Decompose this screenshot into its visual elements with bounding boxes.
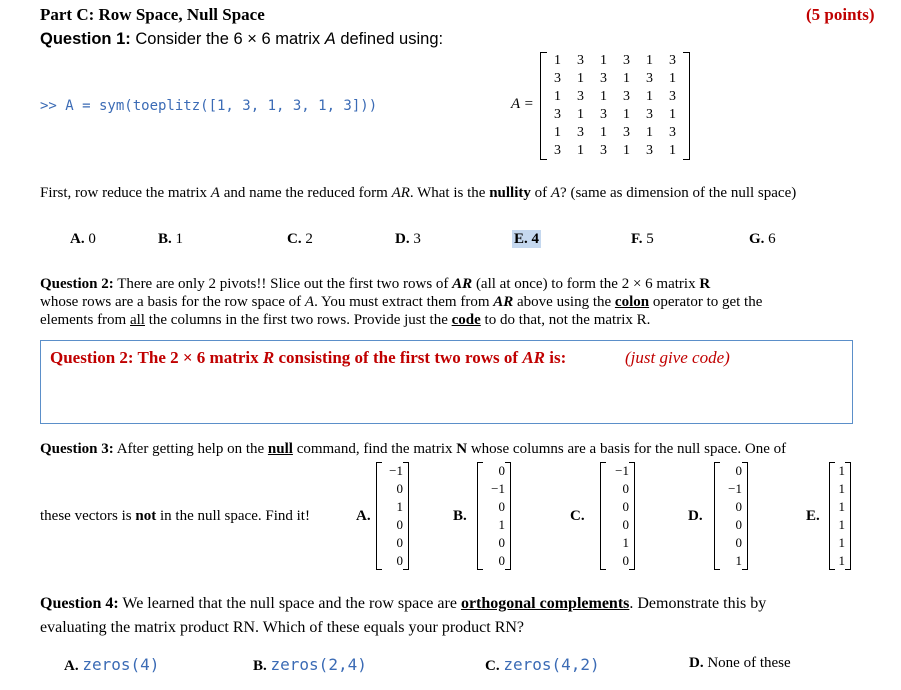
matrix-cell: 1	[600, 89, 607, 104]
q3-vector-b[interactable]	[477, 462, 511, 570]
vector-entry: 1	[396, 499, 403, 514]
vector-entry: 0	[396, 517, 403, 532]
matrix-cell: 1	[623, 143, 630, 158]
vector-entry: 0	[622, 517, 629, 532]
q3-line2: these vectors is not in the null space. Find it!	[40, 508, 310, 524]
matrix-cell: 3	[554, 71, 561, 86]
matrix-cell: 1	[623, 107, 630, 122]
q4-choice-c[interactable]: C. zeros(4,2)	[485, 655, 600, 674]
vector-entry: 1	[838, 481, 845, 496]
vector-entry: −1	[389, 463, 403, 478]
matrix-cell: 1	[577, 107, 584, 122]
matrix-row	[546, 88, 684, 106]
matrix-cell: 1	[600, 125, 607, 140]
q4-choice-a[interactable]: A. zeros(4)	[64, 655, 160, 674]
q1-choice-e[interactable]: E. 4	[514, 231, 540, 247]
q3-vector-c[interactable]	[600, 462, 635, 570]
vector-entry: 1	[838, 553, 845, 568]
matrix-cell: 3	[669, 53, 676, 68]
matrix-row	[546, 106, 684, 124]
vector-entry: 0	[735, 463, 742, 478]
matrix-cell: 3	[646, 71, 653, 86]
vector-entry: 0	[396, 535, 403, 550]
matrix-cell: 3	[554, 107, 561, 122]
q3-choice-label-e[interactable]: E.	[806, 508, 820, 524]
q4-prompt: Question 4: We learned that the null space and the row space are orthogonal complements. Demonstrate this by evaluating the matrix product RN. Which of these equals your product RN?	[40, 595, 767, 636]
vector-entry: 0	[622, 499, 629, 514]
matrix-cell: 3	[577, 125, 584, 140]
q1-choice-g[interactable]: G. 6	[749, 231, 776, 247]
vector-entry: 1	[838, 463, 845, 478]
vector-entry: −1	[491, 481, 505, 496]
matrix-cell: 3	[577, 89, 584, 104]
matrix-cell: 1	[577, 143, 584, 158]
q2-answer-box[interactable]	[40, 340, 853, 424]
vector-entry: 0	[396, 553, 403, 568]
matrix-row	[546, 70, 684, 88]
matrix-cell: 1	[669, 71, 676, 86]
q3-vector-a[interactable]	[376, 462, 409, 570]
q3-vector-e[interactable]	[829, 462, 851, 570]
vector-entry: 1	[838, 517, 845, 532]
matrix-cell: 1	[554, 89, 561, 104]
part-title: Part C: Row Space, Null Space	[40, 5, 265, 24]
matrix-cell: 1	[646, 89, 653, 104]
q3-choice-label-a[interactable]: A.	[356, 508, 371, 524]
matrix-row	[546, 124, 684, 142]
matrix-cell: 1	[669, 143, 676, 158]
points-label: (5 points)	[806, 5, 875, 24]
matrix-row	[546, 52, 684, 70]
vector-entry: 0	[396, 481, 403, 496]
vector-entry: 0	[498, 535, 505, 550]
matrix-cell: 1	[577, 71, 584, 86]
matrix-cell: 3	[623, 125, 630, 140]
q3-line1: Question 3: After getting help on the null command, find the matrix N whose columns are a basis for the null space. One of	[40, 441, 787, 457]
matrix-cell: 3	[646, 107, 653, 122]
q2-box-title: Question 2: The 2 × 6 matrix R consisting of the first two rows of AR is:	[50, 348, 567, 367]
matrix-cell: 3	[669, 89, 676, 104]
q2-prompt: Question 2: There are only 2 pivots!! Slice out the first two rows of AR (all at once) to form the 2 × 6 matrix R whose rows are a basis for the row space of A. You must extract them from AR above using the colon operator to get the elements from all the columns in the first two rows. Provide just the code to do that, not the matrix R.	[40, 276, 763, 328]
matrix-cell: 1	[554, 125, 561, 140]
matrix-cell: 1	[646, 53, 653, 68]
matrix-cell: 3	[646, 143, 653, 158]
q3-choice-label-c[interactable]: C.	[570, 508, 585, 524]
matrix-cell: 1	[646, 125, 653, 140]
matrix-label: A =	[511, 96, 534, 112]
vector-entry: −1	[728, 481, 742, 496]
q4-choice-d[interactable]: D. None of these	[689, 655, 791, 671]
matrix-cell: 1	[600, 53, 607, 68]
vector-entry: 0	[498, 553, 505, 568]
vector-entry: −1	[615, 463, 629, 478]
matrix-cell: 3	[600, 107, 607, 122]
matrix-cell: 3	[554, 143, 561, 158]
q2-box-hint: (just give code)	[625, 348, 730, 367]
vector-entry: 0	[622, 481, 629, 496]
vector-entry: 1	[838, 535, 845, 550]
q1-prompt: First, row reduce the matrix A and name the reduced form AR. What is the nullity of A? (same as dimension of the null space)	[40, 185, 797, 201]
matrix-cell: 1	[669, 107, 676, 122]
vector-entry: 1	[735, 553, 742, 568]
matrix-A	[540, 52, 690, 160]
q1-code: >> A = sym(toeplitz([1, 3, 1, 3, 1, 3]))	[40, 98, 378, 114]
matrix-cell: 3	[577, 53, 584, 68]
matrix-cell: 3	[669, 125, 676, 140]
q1-choice-c[interactable]: C. 2	[287, 231, 313, 247]
vector-entry: 0	[735, 517, 742, 532]
q3-choice-label-d[interactable]: D.	[688, 508, 703, 524]
q1-choice-a[interactable]: A. 0	[70, 231, 96, 247]
vector-entry: 0	[498, 463, 505, 478]
vector-entry: 1	[622, 535, 629, 550]
q1-choice-b[interactable]: B. 1	[158, 231, 184, 247]
matrix-row	[546, 142, 684, 160]
matrix-cell: 1	[554, 53, 561, 68]
vector-entry: 1	[498, 517, 505, 532]
vector-entry: 0	[735, 535, 742, 550]
q1-choice-f[interactable]: F. 5	[631, 231, 654, 247]
matrix-cell: 3	[623, 89, 630, 104]
matrix-cell: 3	[600, 71, 607, 86]
q1-heading: Question 1: Consider the 6 × 6 matrix A defined using:	[40, 30, 444, 48]
q3-choice-label-b[interactable]: B.	[453, 508, 467, 524]
vector-entry: 0	[622, 553, 629, 568]
vector-entry: 0	[735, 499, 742, 514]
matrix-cell: 3	[600, 143, 607, 158]
q1-choice-d[interactable]: D. 3	[395, 231, 421, 247]
vector-entry: 0	[498, 499, 505, 514]
vector-entry: 1	[838, 499, 845, 514]
q3-vector-d[interactable]	[714, 462, 748, 570]
q4-choice-b[interactable]: B. zeros(2,4)	[253, 655, 367, 674]
matrix-cell: 3	[623, 53, 630, 68]
matrix-cell: 1	[623, 71, 630, 86]
